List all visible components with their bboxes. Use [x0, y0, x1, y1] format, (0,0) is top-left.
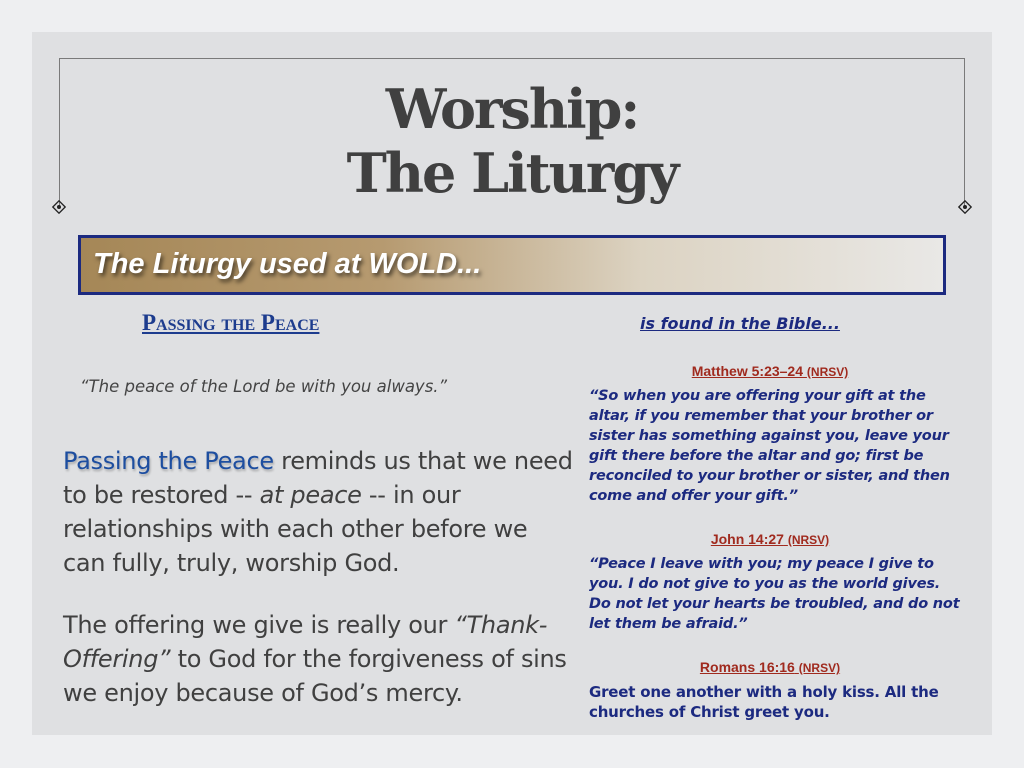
offering-paragraph	[63, 608, 573, 710]
highlight-term: Passing the Peace	[63, 447, 274, 475]
title-line-2: The Liturgy	[346, 141, 678, 205]
passing-peace-paragraph	[63, 444, 573, 580]
verse-text: “Peace I leave with you; my peace I give to you. I do not give to you as the world gives. Do not let your hearts be troubled, and do not let them be afraid.”	[589, 556, 960, 632]
section-banner	[78, 235, 946, 295]
verse-text: “So when you are offering your gift at the altar, if you remember that your brother or sister has something against you, leave your gift there before the altar and go; first be reconciled to your brother or sister, and then come and offer your gift.”	[589, 388, 950, 504]
slide-title	[32, 77, 992, 205]
slide	[32, 32, 992, 735]
ref-text: Romans 16:16	[699, 659, 795, 675]
para-text: -- in our relationships with each other before we can fully, truly, worship God.	[63, 481, 528, 577]
liturgy-quote: “The peace of the Lord be with you always.”	[80, 377, 448, 396]
verse-text: Greet one another with a holy kiss. All the churches of Christ greet you.	[589, 683, 939, 721]
left-heading: Passing the Peace	[142, 310, 320, 335]
ref-version: (NRSV)	[798, 661, 841, 675]
banner-text: The Liturgy used at WOLD...	[93, 248, 482, 280]
title-line-1: Worship:	[385, 77, 639, 141]
ref-text: John 14:27	[710, 531, 784, 547]
ref-text: Matthew 5:23–24	[691, 363, 804, 379]
para-italic: at peace	[259, 481, 362, 509]
verse-reference	[584, 363, 956, 379]
right-heading: is found in the Bible...	[640, 314, 840, 333]
ref-version: (NRSV)	[806, 365, 849, 379]
para-text: reminds us that we need to be restored --	[63, 447, 573, 509]
para-text: The offering we give is really our	[63, 611, 455, 639]
verse-reference	[584, 659, 956, 675]
para-italic: “Thank-Offering”	[63, 611, 548, 673]
verse-reference	[584, 531, 956, 547]
para-text: to God for the forgiveness of sins we enjoy because of God’s mercy.	[63, 645, 567, 707]
ref-version: (NRSV)	[787, 533, 830, 547]
